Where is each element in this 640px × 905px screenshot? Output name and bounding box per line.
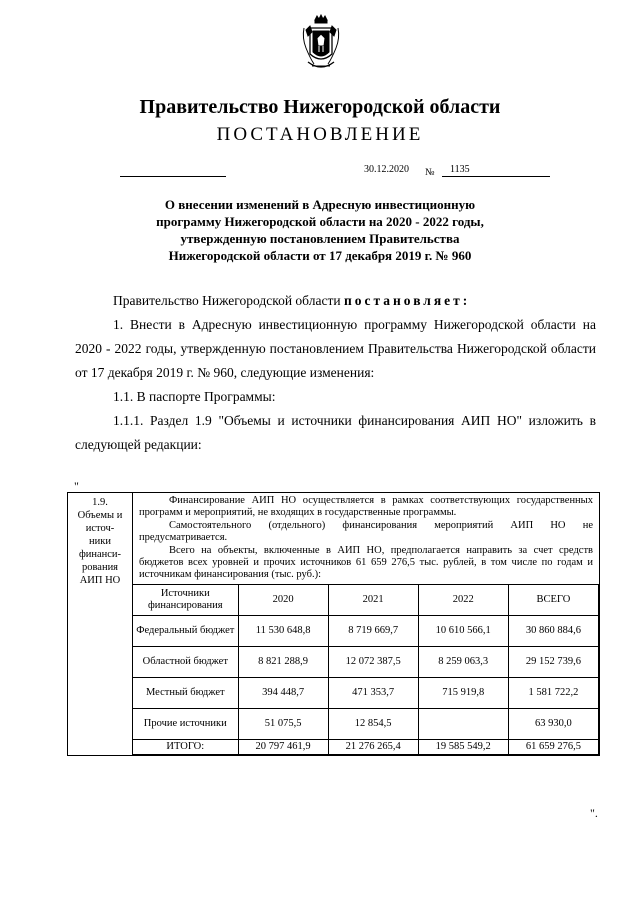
- total-cell: 30 860 884,6: [508, 615, 598, 646]
- header-cell: 2022: [418, 584, 508, 615]
- section-label-line: рования: [81, 562, 119, 573]
- value-cell: 8 821 288,9: [238, 646, 328, 677]
- source-cell: Местный бюджет: [133, 677, 239, 708]
- financing-section-table: [67, 492, 600, 756]
- value-cell: 8 259 063,3: [418, 646, 508, 677]
- coat-of-arms-icon: [300, 14, 342, 74]
- section-label-line: финанси-: [78, 549, 122, 560]
- description-paragraph: Финансирование АИП НО осуществляется в рамках соответствующих государственных программ и мероприятий, не входящих в государственные программы.: [139, 495, 593, 519]
- government-name: Правительство Нижегородской области: [139, 96, 501, 118]
- value-cell: 12 072 387,5: [328, 646, 418, 677]
- total-cell: 63 930,0: [508, 708, 598, 739]
- section-label-line: ники: [89, 536, 111, 547]
- value-cell: 19 585 549,2: [418, 739, 508, 754]
- value-cell: 51 075,5: [238, 708, 328, 739]
- subject-line: программу Нижегородской области на 2020 - 2022 годы,: [156, 214, 484, 229]
- description-paragraph: Всего на объекты, включенные в АИП НО, предполагается направить за счет средств бюджетов всех уровней и прочих источников 61 659 276,5 тыс. рублей, в том числе по годам и источникам финансирования (тыс. руб.):: [139, 544, 593, 581]
- resolution-keyword: постановляет:: [343, 293, 471, 308]
- paragraph-1-1: 1.1. В паспорте Программы:: [113, 389, 276, 404]
- value-cell: 12 854,5: [328, 708, 418, 739]
- header-cell: ВСЕГО: [508, 584, 598, 615]
- date-number-row: [0, 164, 640, 184]
- value-cell: 715 919,8: [418, 677, 508, 708]
- document-number: 1135: [442, 164, 550, 177]
- section-label-line: источ-: [85, 523, 115, 534]
- value-cell: 11 530 648,8: [238, 615, 328, 646]
- header-cell: Источники финансирования: [133, 584, 239, 615]
- section-label-line: Объемы и: [77, 510, 123, 521]
- value-cell: 20 797 461,9: [238, 739, 328, 754]
- header-cell: 2020: [238, 584, 328, 615]
- body-text: [75, 289, 596, 457]
- financing-table: [132, 584, 599, 755]
- total-cell: 29 152 739,6: [508, 646, 598, 677]
- signature-line: [120, 176, 226, 177]
- document-type: ПОСТАНОВЛЕНИЕ: [216, 124, 424, 145]
- paragraph-1-1-1: 1.1.1. Раздел 1.9 "Объемы и источники финансирования АИП НО" изложить в следующей редакции:: [75, 413, 596, 452]
- value-cell: 394 448,7: [238, 677, 328, 708]
- number-label: №: [425, 167, 435, 178]
- section-label-cell: [68, 493, 133, 756]
- quote-close: ".: [590, 806, 598, 820]
- source-cell: Областной бюджет: [133, 646, 239, 677]
- header-cell: 2021: [328, 584, 418, 615]
- subject-line: Нижегородской области от 17 декабря 2019 г. № 960: [168, 248, 472, 263]
- table-row: [133, 708, 599, 739]
- paragraph-1: 1. Внести в Адресную инвестиционную программу Нижегородской области на 2020 - 2022 годы, утвержденную постановлением Правительства Нижегородской области от 17 декабря 2019 г. № 960, следующие изменения:: [75, 317, 596, 380]
- value-cell: [418, 708, 508, 739]
- resolution-paragraph: [75, 289, 596, 313]
- value-cell: 8 719 669,7: [328, 615, 418, 646]
- document-date: 30.12.2020: [364, 164, 409, 175]
- value-cell: 10 610 566,1: [418, 615, 508, 646]
- table-row: [133, 677, 599, 708]
- total-cell: 61 659 276,5: [508, 739, 598, 754]
- resolution-lead: Правительство Нижегородской области: [113, 293, 344, 308]
- table-row: [133, 646, 599, 677]
- section-content-cell: [133, 493, 600, 756]
- section-number: 1.9.: [92, 497, 108, 508]
- subject-line: утвержденную постановлением Правительства: [180, 231, 460, 246]
- subject-line: О внесении изменений в Адресную инвестиционную: [164, 197, 476, 212]
- table-header-row: [133, 584, 599, 615]
- section-label-line: АИП НО: [79, 575, 121, 586]
- source-cell: Прочие источники: [133, 708, 239, 739]
- document-subject: [100, 196, 540, 264]
- table-row: [133, 615, 599, 646]
- value-cell: 21 276 265,4: [328, 739, 418, 754]
- total-label-cell: ИТОГО:: [133, 739, 239, 754]
- quote-open: ": [74, 479, 79, 493]
- section-description: [133, 493, 599, 582]
- total-cell: 1 581 722,2: [508, 677, 598, 708]
- value-cell: 471 353,7: [328, 677, 418, 708]
- description-paragraph: Самостоятельного (отдельного) финансирования мероприятий АИП НО не предусматривается.: [139, 519, 593, 544]
- source-cell: Федеральный бюджет: [133, 615, 239, 646]
- table-total-row: [133, 739, 599, 754]
